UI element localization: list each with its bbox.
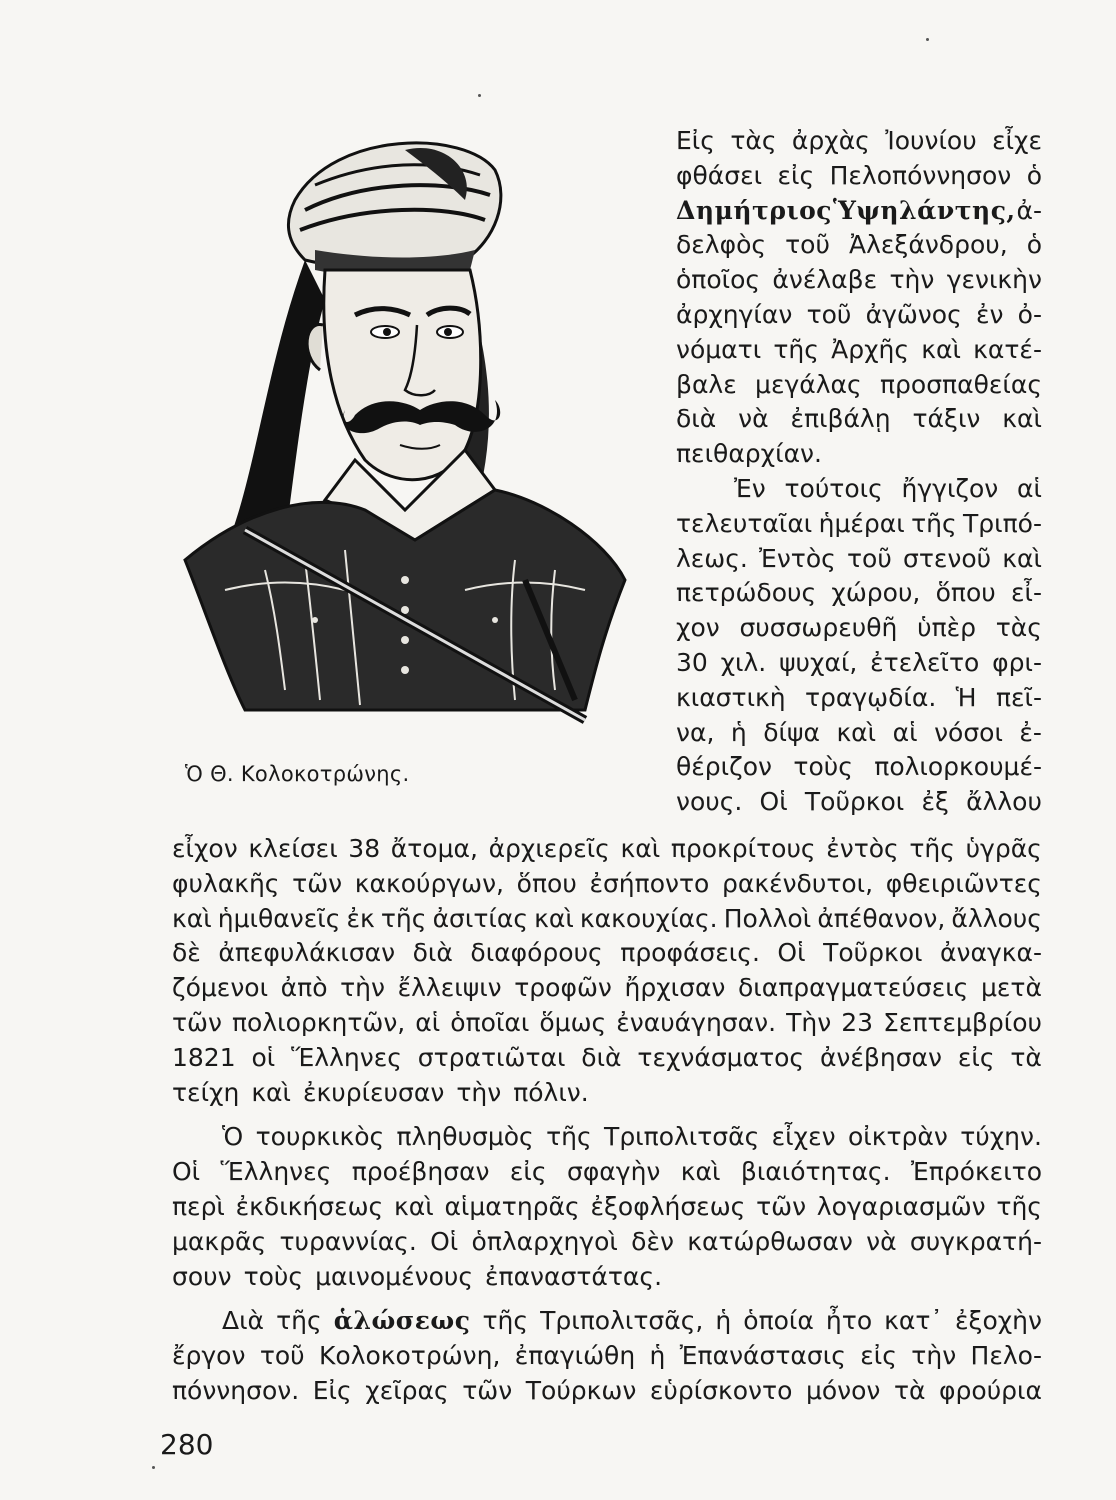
text-line: δελφὸς τοῦ Ἀλεξάνδρου, ὁ [676,230,1042,260]
text-line: δὲ ἀπεφυλάκισαν διὰ διαφόρους προφάσεις. Οἱ Τοῦρκοι ἀναγκα- [172,938,1042,968]
text-line: φυλακῆς τῶν κακούργων, ὅπου ἐσήποντο ρακένδυτοι, φθειριῶντες [172,868,1042,898]
text-line: καὶ ἡμιθανεῖς ἐκ τῆς ἀσιτίας καὶ κακουχίας. Πολλοὶ ἀπέθανον, ἄλλους [172,903,1042,933]
text-line: ὁποῖος ἀνέλαβε τὴν γενικὴν [676,265,1042,295]
text-line: νους. Οἱ Τοῦρκοι ἐξ ἄλλου [676,787,1042,817]
text-line: τῶν πολιορκητῶν, αἱ ὁποῖαι ὅμως ἐναυάγησαν. Τὴν 23 Σεπτεμβρίου [172,1007,1042,1037]
text-line: Εἰς τὰς ἀρχὰς Ἰουνίου εἶχε [676,126,1042,155]
text-line: χον συσσωρευθῆ ὑπὲρ τὰς [676,613,1042,643]
text-line: ἀρχηγίαν τοῦ ἀγῶνος ἐν ὀ- [676,299,1042,329]
text-line: εἶχον κλείσει 38 ἄτομα, ἀρχιερεῖς καὶ προκρίτους ἐντὸς τῆς ὑγρᾶς [172,834,1042,863]
right-column-text [676,124,1042,820]
text-line: τείχη καὶ ἐκυρίευσαν τὴν πόλιν. [172,1077,589,1107]
text-line: 1821 οἱ Ἕλληνες στρατιῶται διὰ τεχνάσματος ἀνέβησαν εἰς τὰ [172,1042,1042,1072]
portrait-illustration [165,110,645,740]
text-line: Διὰ τῆς ἁλώσεως τῆς Τριπολιτσᾶς, ἡ ὁποία ἦτο κατ᾽ ἐξοχὴν [222,1306,1042,1336]
text-line: ζόμενοι ἀπὸ τὴν ἔλλειψιν τροφῶν ἤρχισαν διαπραγματεύσεις μετὰ [172,973,1042,1003]
text-line: Οἱ Ἕλληνες προέβησαν εἰς σφαγὴν καὶ βιαιότητας. Ἐπρόκειτο [172,1157,1042,1187]
text-line: βαλε μεγάλας προσπαθείας [676,369,1042,399]
full-width-text [172,832,1042,1409]
text-line: περὶ ἐκδικήσεως καὶ αἱματηρᾶς ἐξοφλήσεως τῶν λογαριασμῶν τῆς [172,1191,1042,1221]
text-line: διὰ νὰ ἐπιβάλῃ τάξιν καὶ [676,404,1042,434]
portrait-caption: Ὁ Θ. Κολοκοτρώνης. [185,762,410,786]
text-line: Ἐν τούτοις ἤγγιζον αἱ [734,473,1042,503]
text-line: λεως. Ἐντὸς τοῦ στενοῦ καὶ [676,543,1042,573]
text-line: πόννησον. Εἰς χεῖρας τῶν Τούρκων εὑρίσκοντο μόνον τὰ φρούρια [172,1375,1042,1405]
text-line: φθάσει εἰς Πελοπόννησον ὁ [676,160,1042,190]
speck [478,94,481,97]
text-line: πετρώδους χώρου, ὅπου εἶ- [676,578,1042,608]
text-line: τελευταῖαι ἡμέραι τῆς Τριπό- [676,508,1042,538]
text-line: μακρᾶς τυραννίας. Οἱ ὁπλαρχηγοὶ δὲν κατώρθωσαν νὰ συγκρατή- [172,1226,1042,1256]
text-line: νόματι τῆς Ἀρχῆς καὶ κατέ- [676,334,1042,364]
speck [152,1466,155,1469]
text-line: κιαστικὴ τραγῳδία. Ἡ πεῖ- [676,682,1042,712]
text-line: Δημήτριος Ὑψηλάντης, ἀ- [676,195,1042,225]
text-line: πειθαρχίαν. [676,439,822,469]
text-line: ἔργον τοῦ Κολοκοτρώνη, ἐπαγιώθη ἡ Ἐπανάστασις εἰς τὴν Πελο- [172,1341,1042,1371]
text-line: να, ἡ δίψα καὶ αἱ νόσοι ἐ- [676,717,1042,747]
page-number: 280 [160,1428,214,1461]
text-line: Ὁ τουρκικὸς πληθυσμὸς τῆς Τριπολιτσᾶς εἶχεν οἰκτρὰν τύχην. [222,1122,1042,1152]
kolokotronis-engraving [165,110,645,740]
text-line: θέριζον τοὺς πολιορκουμέ- [676,752,1042,782]
text-line: 30 χιλ. ψυχαί, ἐτελεῖτο φρι- [676,647,1042,677]
text-line: σουν τοὺς μαινομένους ἐπαναστάτας. [172,1261,663,1291]
speck [926,38,929,41]
